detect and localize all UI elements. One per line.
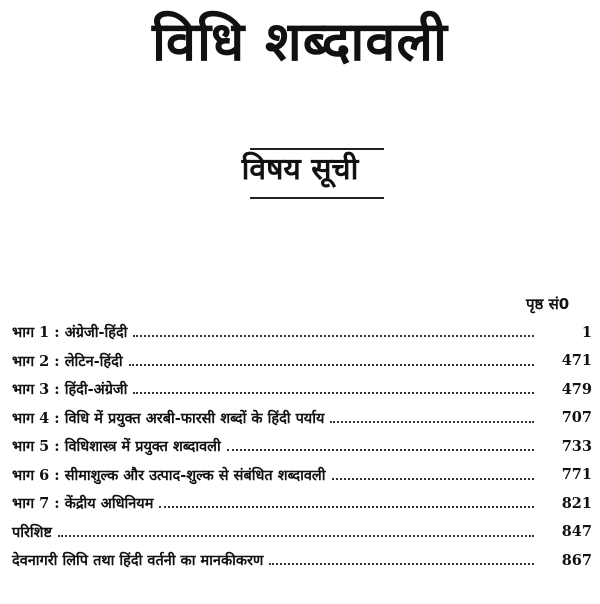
toc-entry-standardization[interactable]	[12, 546, 592, 575]
dot-leader	[58, 521, 534, 537]
book-title: विधि शब्दावली	[152, 10, 448, 73]
toc-part-number: भाग 5 :	[12, 438, 65, 456]
dot-leader	[330, 407, 534, 423]
toc-title: अंग्रेजी-हिंदी	[64, 325, 128, 342]
toc-entry-appendix[interactable]	[12, 518, 592, 547]
toc-entry-1[interactable]	[12, 318, 592, 347]
toc-entry-label	[12, 351, 123, 371]
heading-rule-bottom	[250, 197, 384, 199]
toc-heading: विषय सूची	[241, 152, 359, 187]
toc-entry-4[interactable]	[12, 404, 592, 433]
toc-entry-label	[12, 436, 221, 456]
toc-part-number: भाग 7 :	[12, 495, 65, 513]
toc-title: देवनागरी लिपि तथा हिंदी वर्तनी का मानकीकरण	[12, 553, 264, 570]
toc-entry-label	[12, 465, 326, 485]
toc-entry-5[interactable]	[12, 432, 592, 461]
toc-page-number: 1	[581, 323, 592, 341]
toc-entry-6[interactable]	[12, 461, 592, 490]
toc-part-number: भाग 1 :	[12, 324, 65, 342]
toc-part-number: भाग 3 :	[12, 381, 65, 399]
toc-entry-label	[12, 379, 127, 399]
dot-leader	[159, 492, 534, 508]
toc-page-number: 771	[561, 466, 592, 484]
dot-leader	[133, 321, 534, 337]
toc-part-number: भाग 4 :	[12, 409, 65, 427]
dot-leader	[227, 435, 534, 451]
toc-title: केंद्रीय अधिनियम	[64, 496, 154, 513]
heading-rule-top	[250, 148, 384, 150]
toc-title: सीमाशुल्क और उत्पाद-शुल्क से संबंधित शब्दावली	[64, 467, 326, 484]
toc-page-number: 733	[561, 437, 592, 455]
toc-title: विधिशास्त्र में प्रयुक्त शब्दावली	[64, 439, 221, 456]
toc-title: परिशिष्ट	[12, 524, 53, 541]
toc-page-number: 847	[561, 523, 592, 541]
dot-leader	[332, 464, 534, 480]
page-column-label: पृष्ठ सं0	[526, 295, 570, 313]
toc-title: हिंदी-अंग्रेजी	[64, 382, 128, 399]
toc-part-number: भाग 2 :	[12, 352, 65, 370]
toc-list	[12, 318, 592, 575]
toc-page-number: 479	[561, 380, 592, 398]
toc-entry-3[interactable]	[12, 375, 592, 404]
toc-entry-label	[12, 322, 127, 342]
toc-page-number: 471	[561, 352, 592, 370]
toc-part-number: भाग 6 :	[12, 466, 65, 484]
dot-leader	[269, 549, 534, 565]
toc-entry-7[interactable]	[12, 489, 592, 518]
toc-title: विधि में प्रयुक्त अरबी-फारसी शब्दों के हिंदी पर्याय	[64, 410, 325, 427]
toc-entry-label	[12, 493, 153, 513]
toc-page-number: 867	[561, 551, 592, 569]
toc-entry-2[interactable]	[12, 347, 592, 376]
toc-page-number: 821	[561, 494, 592, 512]
toc-entry-label	[12, 550, 263, 570]
toc-entry-label	[12, 522, 52, 542]
toc-title: लेटिन-हिंदी	[64, 353, 123, 370]
toc-entry-label	[12, 408, 324, 428]
dot-leader	[133, 378, 534, 394]
dot-leader	[129, 350, 534, 366]
toc-page-number: 707	[561, 409, 592, 427]
toc-heading-container	[0, 152, 600, 188]
